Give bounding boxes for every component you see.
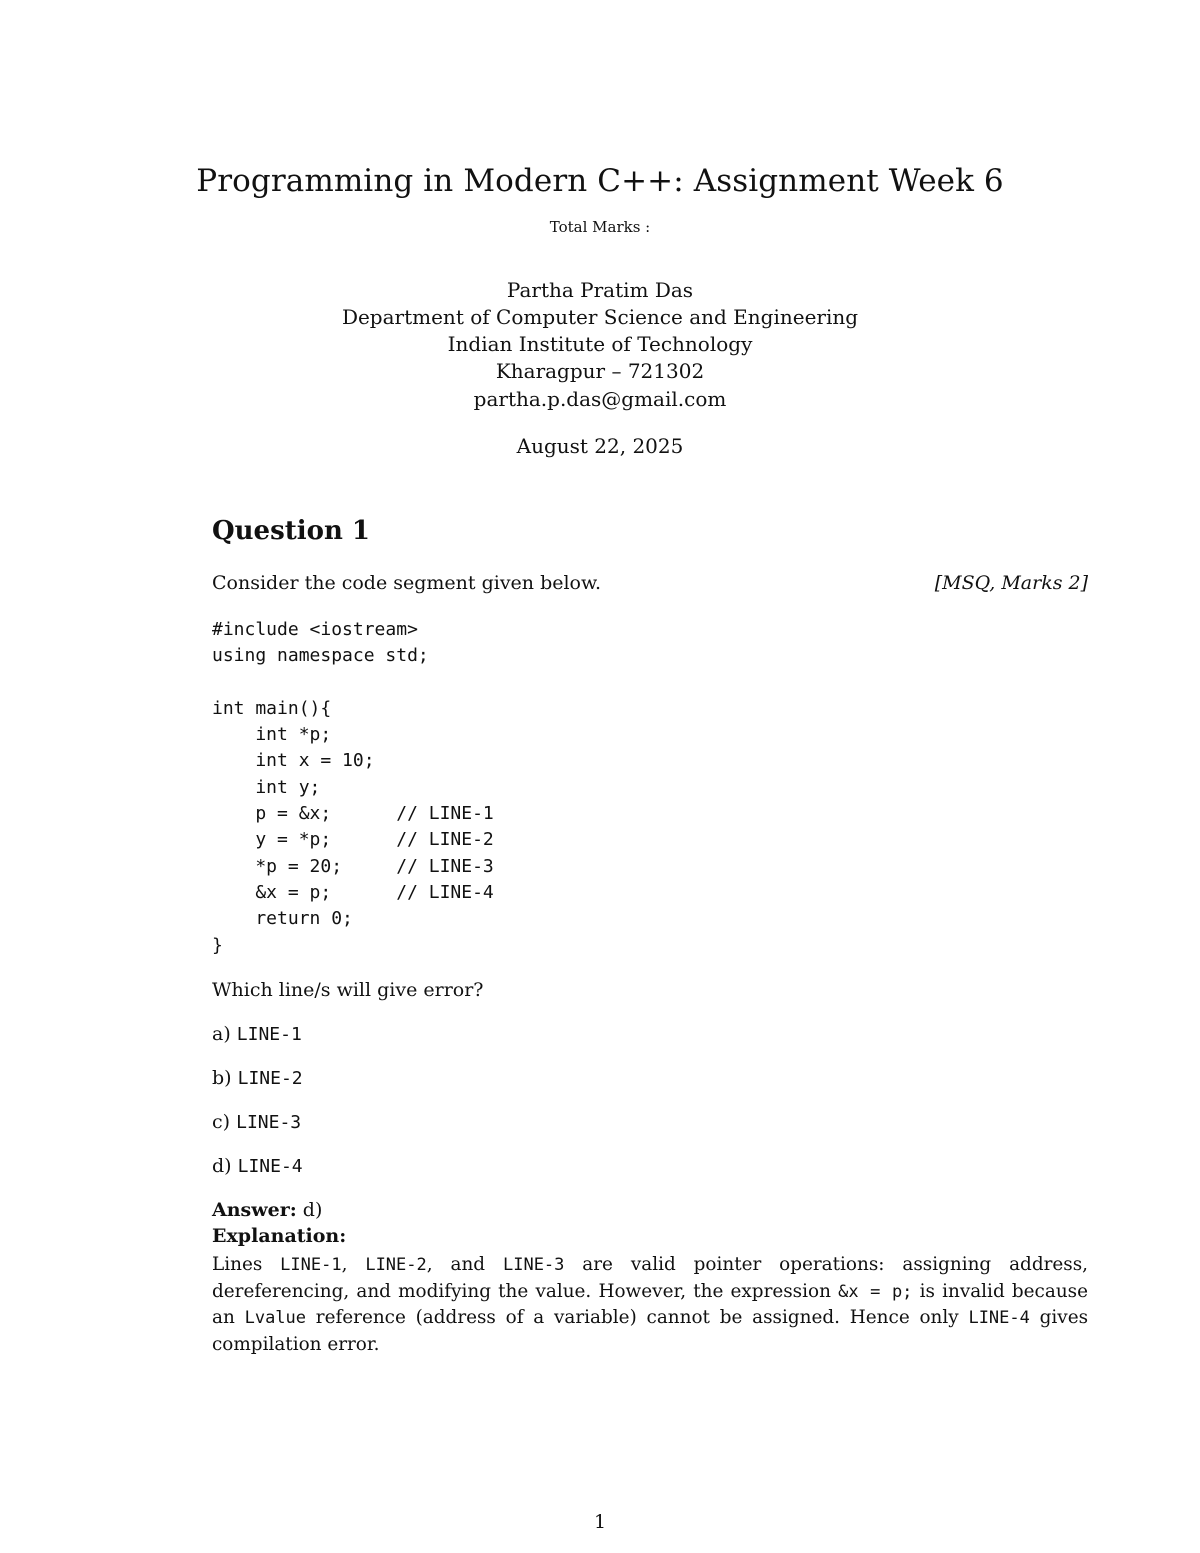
option-c	[212, 1111, 301, 1133]
page-number: 1	[593, 1511, 607, 1533]
option-text: LINE-3	[236, 1112, 302, 1133]
explanation-text	[212, 1252, 1088, 1358]
explanation-code: LINE-2	[365, 1255, 427, 1275]
author-name: Partha Pratim Das	[506, 278, 694, 302]
explanation-part: are valid pointer operations: assigning address, dereferencing, and modifying the value. However, the expression	[212, 1254, 1088, 1302]
explanation-code: LINE-3	[502, 1255, 565, 1275]
explanation-part: gives compilation error.	[212, 1307, 1089, 1355]
explanation-code: &x = p;	[838, 1281, 913, 1302]
explanation-code: Lvalue	[244, 1308, 307, 1329]
option-text: LINE-1	[236, 1024, 302, 1045]
explanation-label: Explanation:	[212, 1225, 347, 1247]
answer-label: Answer:	[212, 1199, 297, 1221]
explanation-part: ,	[341, 1254, 366, 1275]
author-email: partha.p.das@gmail.com	[473, 387, 727, 411]
answer-line	[212, 1199, 322, 1221]
author-institute: Indian Institute of Technology	[447, 332, 753, 356]
question-prompt: Which line/s will give error?	[212, 979, 484, 1001]
question-heading: Question 1	[212, 516, 371, 546]
option-d	[212, 1155, 303, 1177]
question-type-marks: [MSQ, Marks 2]	[934, 572, 1088, 594]
author-location: Kharagpur – 721302	[495, 359, 705, 383]
answer-value: d)	[302, 1199, 323, 1221]
option-letter: d)	[212, 1155, 232, 1177]
option-letter: a)	[212, 1023, 231, 1045]
document-date: August 22, 2025	[516, 434, 684, 458]
explanation-part: is invalid because an	[212, 1280, 1088, 1329]
explanation-part: , and	[426, 1254, 503, 1275]
option-a	[212, 1023, 302, 1045]
option-text: LINE-4	[237, 1156, 303, 1177]
question-intro	[212, 572, 1088, 594]
code-block: #include <iostream> using namespace std; int main(){ int *p; int x = 10; int y; p = &x; // LINE-1 y = *p; // LINE-2 *p = 20; // LINE-3 &x = p; // LINE-4 return 0; }	[212, 619, 494, 956]
explanation-part: Lines	[212, 1254, 281, 1275]
explanation-code: LINE-4	[968, 1308, 1030, 1329]
option-letter: c)	[212, 1111, 231, 1133]
question-intro-text: Consider the code segment given below.	[212, 572, 602, 594]
document-title: Programming in Modern C++: Assignment Week 6	[196, 163, 1004, 199]
option-letter: b)	[212, 1067, 232, 1089]
author-department: Department of Computer Science and Engineering	[341, 305, 859, 329]
total-marks: Total Marks :	[549, 218, 651, 236]
explanation-part: reference (address of a variable) cannot be assigned. Hence only	[306, 1307, 969, 1329]
option-b	[212, 1067, 303, 1089]
explanation-code: LINE-1	[280, 1255, 342, 1275]
option-text: LINE-2	[237, 1068, 303, 1089]
